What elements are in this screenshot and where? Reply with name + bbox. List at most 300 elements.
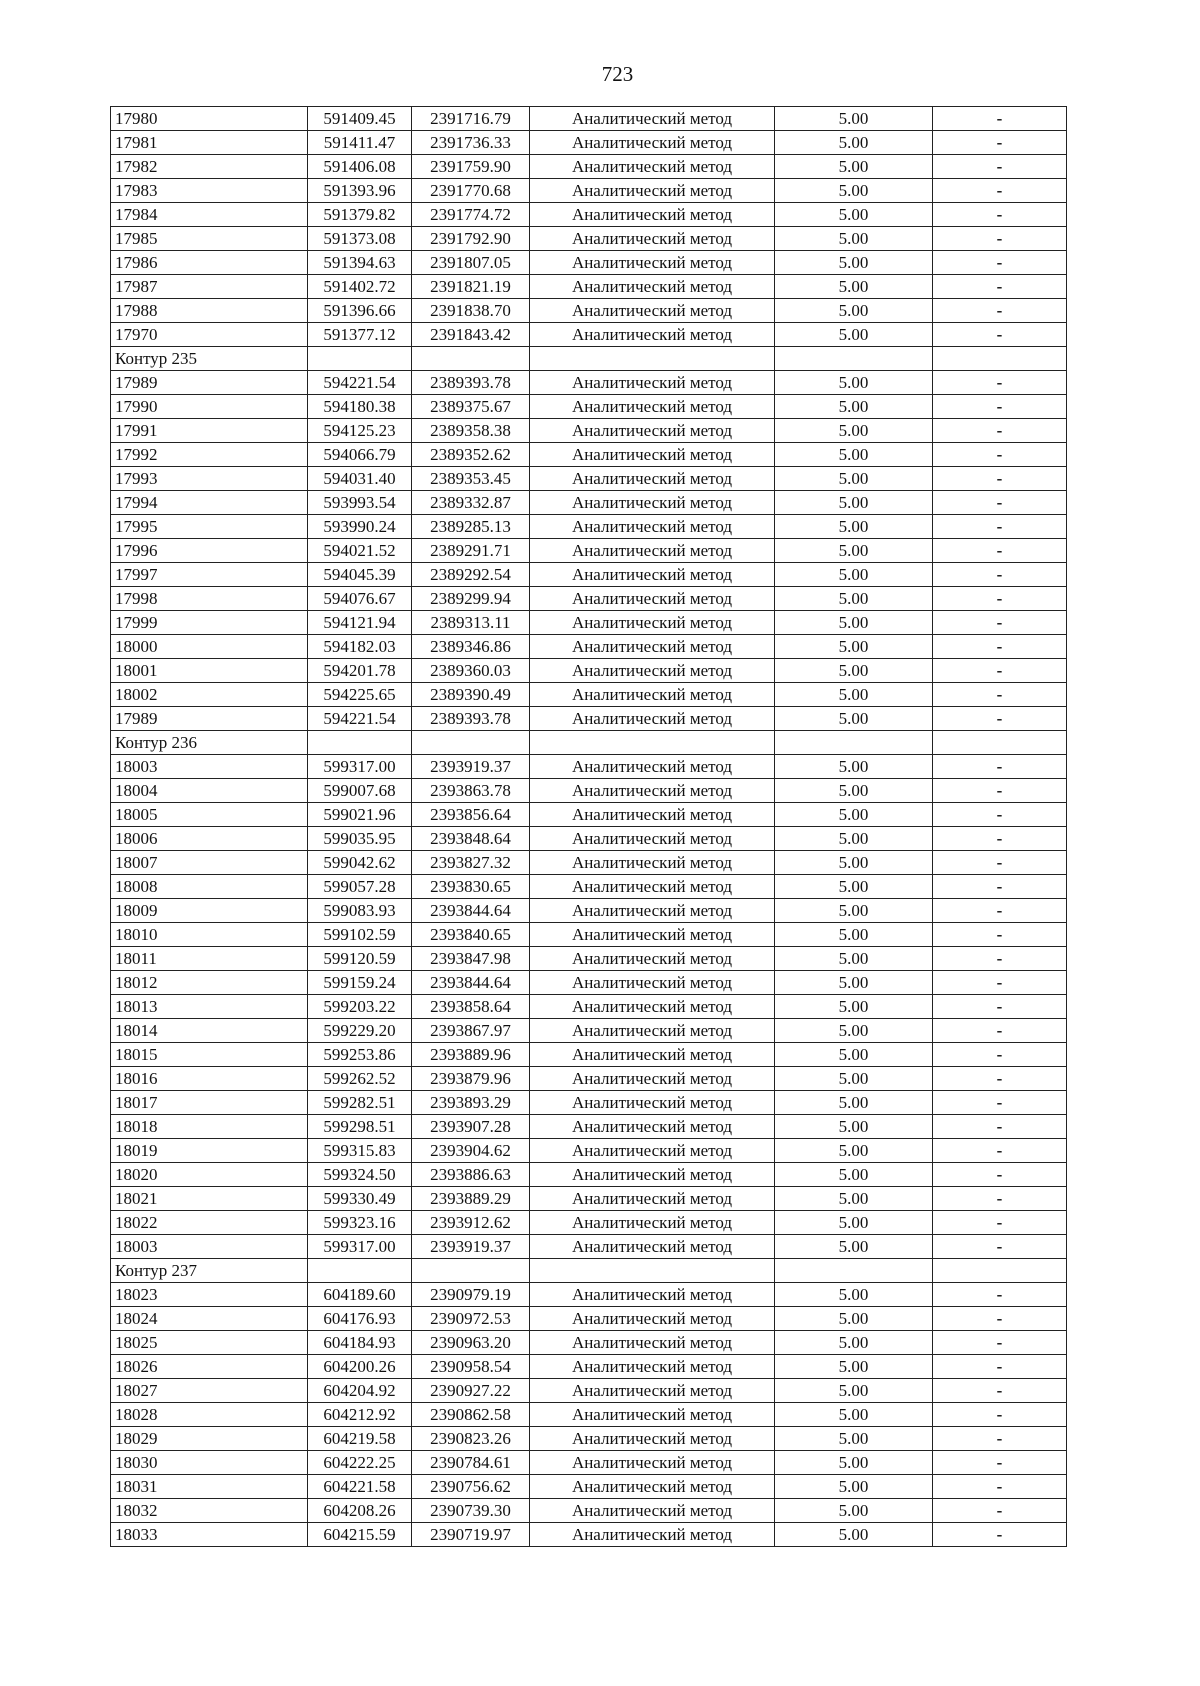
table-row (111, 1331, 1067, 1355)
method-cell: Аналитический метод (530, 827, 775, 851)
coord-x: 591396.66 (308, 299, 412, 323)
method-cell: Аналитический метод (530, 587, 775, 611)
coord-x: 591409.45 (308, 107, 412, 131)
table-row (111, 827, 1067, 851)
point-id: 17995 (111, 515, 308, 539)
accuracy-cell: 5.00 (775, 299, 933, 323)
method-cell: Аналитический метод (530, 491, 775, 515)
table-row (111, 203, 1067, 227)
coord-y: 2391843.42 (412, 323, 530, 347)
coord-y: 2393907.28 (412, 1115, 530, 1139)
coord-x: 594121.94 (308, 611, 412, 635)
coord-x: 599315.83 (308, 1139, 412, 1163)
point-id: 18005 (111, 803, 308, 827)
method-cell: Аналитический метод (530, 1355, 775, 1379)
coord-x: 591377.12 (308, 323, 412, 347)
method-cell: Аналитический метод (530, 1427, 775, 1451)
dash-cell: - (933, 251, 1067, 275)
table-row (111, 107, 1067, 131)
dash-cell: - (933, 707, 1067, 731)
accuracy-cell: 5.00 (775, 851, 933, 875)
point-id: 17998 (111, 587, 308, 611)
point-id: 18020 (111, 1163, 308, 1187)
method-cell: Аналитический метод (530, 1379, 775, 1403)
contour-label: Контур 237 (111, 1259, 308, 1283)
coord-y: 2389390.49 (412, 683, 530, 707)
method-cell: Аналитический метод (530, 1091, 775, 1115)
point-id: 18003 (111, 755, 308, 779)
coord-y: 2393863.78 (412, 779, 530, 803)
method-cell: Аналитический метод (530, 515, 775, 539)
coord-x: 594076.67 (308, 587, 412, 611)
method-cell: Аналитический метод (530, 299, 775, 323)
table-row (111, 131, 1067, 155)
point-id: 17987 (111, 275, 308, 299)
dash-cell: - (933, 1163, 1067, 1187)
table-row (111, 515, 1067, 539)
method-cell: Аналитический метод (530, 467, 775, 491)
table-row (111, 659, 1067, 683)
empty-cell (412, 731, 530, 755)
coord-y: 2389358.38 (412, 419, 530, 443)
accuracy-cell: 5.00 (775, 947, 933, 971)
table-row (111, 443, 1067, 467)
method-cell: Аналитический метод (530, 227, 775, 251)
accuracy-cell: 5.00 (775, 1067, 933, 1091)
point-id: 18024 (111, 1307, 308, 1331)
dash-cell: - (933, 491, 1067, 515)
accuracy-cell: 5.00 (775, 419, 933, 443)
coord-y: 2391736.33 (412, 131, 530, 155)
dash-cell: - (933, 563, 1067, 587)
coord-y: 2389292.54 (412, 563, 530, 587)
coord-x: 604208.26 (308, 1499, 412, 1523)
method-cell: Аналитический метод (530, 1163, 775, 1187)
point-id: 17994 (111, 491, 308, 515)
point-id: 18019 (111, 1139, 308, 1163)
table-row (111, 251, 1067, 275)
method-cell: Аналитический метод (530, 995, 775, 1019)
accuracy-cell: 5.00 (775, 131, 933, 155)
point-id: 18028 (111, 1403, 308, 1427)
coord-x: 604219.58 (308, 1427, 412, 1451)
coord-y: 2393904.62 (412, 1139, 530, 1163)
coord-y: 2389353.45 (412, 467, 530, 491)
coord-x: 599298.51 (308, 1115, 412, 1139)
point-id: 18027 (111, 1379, 308, 1403)
dash-cell: - (933, 1139, 1067, 1163)
method-cell: Аналитический метод (530, 899, 775, 923)
accuracy-cell: 5.00 (775, 155, 933, 179)
accuracy-cell: 5.00 (775, 1283, 933, 1307)
coord-y: 2390972.53 (412, 1307, 530, 1331)
dash-cell: - (933, 779, 1067, 803)
coord-y: 2391759.90 (412, 155, 530, 179)
coord-y: 2393889.96 (412, 1043, 530, 1067)
dash-cell: - (933, 683, 1067, 707)
empty-cell (933, 347, 1067, 371)
dash-cell: - (933, 1331, 1067, 1355)
dash-cell: - (933, 947, 1067, 971)
coord-x: 594201.78 (308, 659, 412, 683)
method-cell: Аналитический метод (530, 323, 775, 347)
method-cell: Аналитический метод (530, 1019, 775, 1043)
coord-y: 2389291.71 (412, 539, 530, 563)
accuracy-cell: 5.00 (775, 1163, 933, 1187)
method-cell: Аналитический метод (530, 1187, 775, 1211)
point-id: 18031 (111, 1475, 308, 1499)
table-row (111, 1355, 1067, 1379)
accuracy-cell: 5.00 (775, 1139, 933, 1163)
accuracy-cell: 5.00 (775, 875, 933, 899)
method-cell: Аналитический метод (530, 1499, 775, 1523)
table-row (111, 395, 1067, 419)
point-id: 18023 (111, 1283, 308, 1307)
accuracy-cell: 5.00 (775, 1403, 933, 1427)
empty-cell (530, 1259, 775, 1283)
method-cell: Аналитический метод (530, 611, 775, 635)
point-id: 18006 (111, 827, 308, 851)
table-row (111, 611, 1067, 635)
accuracy-cell: 5.00 (775, 515, 933, 539)
table-row (111, 1067, 1067, 1091)
dash-cell: - (933, 179, 1067, 203)
table-row (111, 587, 1067, 611)
coord-x: 599007.68 (308, 779, 412, 803)
coord-x: 604222.25 (308, 1451, 412, 1475)
coord-x: 604221.58 (308, 1475, 412, 1499)
accuracy-cell: 5.00 (775, 1331, 933, 1355)
point-id: 17997 (111, 563, 308, 587)
coordinates-table-body (111, 107, 1067, 1547)
coord-x: 599035.95 (308, 827, 412, 851)
dash-cell: - (933, 1451, 1067, 1475)
dash-cell: - (933, 1427, 1067, 1451)
coord-y: 2389393.78 (412, 707, 530, 731)
dash-cell: - (933, 1019, 1067, 1043)
coord-y: 2393847.98 (412, 947, 530, 971)
coord-x: 594031.40 (308, 467, 412, 491)
coord-x: 591402.72 (308, 275, 412, 299)
accuracy-cell: 5.00 (775, 827, 933, 851)
coord-y: 2393879.96 (412, 1067, 530, 1091)
point-id: 18015 (111, 1043, 308, 1067)
table-row (111, 1475, 1067, 1499)
table-row (111, 275, 1067, 299)
coord-y: 2393856.64 (412, 803, 530, 827)
coord-y: 2393893.29 (412, 1091, 530, 1115)
coord-y: 2389332.87 (412, 491, 530, 515)
point-id: 18000 (111, 635, 308, 659)
accuracy-cell: 5.00 (775, 1307, 933, 1331)
accuracy-cell: 5.00 (775, 683, 933, 707)
coord-x: 594225.65 (308, 683, 412, 707)
point-id: 18026 (111, 1355, 308, 1379)
coord-y: 2393844.64 (412, 971, 530, 995)
point-id: 17989 (111, 371, 308, 395)
point-id: 17993 (111, 467, 308, 491)
method-cell: Аналитический метод (530, 851, 775, 875)
table-row (111, 1163, 1067, 1187)
point-id: 17983 (111, 179, 308, 203)
method-cell: Аналитический метод (530, 1475, 775, 1499)
point-id: 18002 (111, 683, 308, 707)
contour-header-row (111, 731, 1067, 755)
coord-y: 2393844.64 (412, 899, 530, 923)
method-cell: Аналитический метод (530, 1043, 775, 1067)
method-cell: Аналитический метод (530, 755, 775, 779)
table-row (111, 707, 1067, 731)
coord-x: 594021.52 (308, 539, 412, 563)
table-row (111, 1019, 1067, 1043)
point-id: 17999 (111, 611, 308, 635)
coord-x: 599120.59 (308, 947, 412, 971)
coord-y: 2389285.13 (412, 515, 530, 539)
coord-y: 2393830.65 (412, 875, 530, 899)
point-id: 17986 (111, 251, 308, 275)
point-id: 17990 (111, 395, 308, 419)
dash-cell: - (933, 971, 1067, 995)
coord-x: 599324.50 (308, 1163, 412, 1187)
coord-x: 599102.59 (308, 923, 412, 947)
dash-cell: - (933, 587, 1067, 611)
method-cell: Аналитический метод (530, 539, 775, 563)
point-id: 18004 (111, 779, 308, 803)
dash-cell: - (933, 1403, 1067, 1427)
accuracy-cell: 5.00 (775, 395, 933, 419)
dash-cell: - (933, 323, 1067, 347)
empty-cell (530, 731, 775, 755)
coord-x: 591411.47 (308, 131, 412, 155)
coord-x: 604189.60 (308, 1283, 412, 1307)
dash-cell: - (933, 131, 1067, 155)
empty-cell (412, 1259, 530, 1283)
contour-label: Контур 236 (111, 731, 308, 755)
accuracy-cell: 5.00 (775, 1355, 933, 1379)
point-id: 17982 (111, 155, 308, 179)
coord-x: 599057.28 (308, 875, 412, 899)
dash-cell: - (933, 299, 1067, 323)
method-cell: Аналитический метод (530, 971, 775, 995)
dash-cell: - (933, 1475, 1067, 1499)
accuracy-cell: 5.00 (775, 491, 933, 515)
table-row (111, 1379, 1067, 1403)
coord-y: 2390823.26 (412, 1427, 530, 1451)
point-id: 17970 (111, 323, 308, 347)
accuracy-cell: 5.00 (775, 1235, 933, 1259)
accuracy-cell: 5.00 (775, 1187, 933, 1211)
point-id: 18003 (111, 1235, 308, 1259)
accuracy-cell: 5.00 (775, 707, 933, 731)
point-id: 18014 (111, 1019, 308, 1043)
table-row (111, 1307, 1067, 1331)
point-id: 18022 (111, 1211, 308, 1235)
table-row (111, 683, 1067, 707)
table-row (111, 1403, 1067, 1427)
coord-x: 594045.39 (308, 563, 412, 587)
coord-y: 2390719.97 (412, 1523, 530, 1547)
dash-cell: - (933, 1211, 1067, 1235)
empty-cell (530, 347, 775, 371)
dash-cell: - (933, 1307, 1067, 1331)
coord-x: 591379.82 (308, 203, 412, 227)
empty-cell (775, 347, 933, 371)
dash-cell: - (933, 755, 1067, 779)
method-cell: Аналитический метод (530, 1211, 775, 1235)
table-row (111, 1235, 1067, 1259)
empty-cell (933, 1259, 1067, 1283)
empty-cell (775, 1259, 933, 1283)
method-cell: Аналитический метод (530, 1139, 775, 1163)
accuracy-cell: 5.00 (775, 1115, 933, 1139)
accuracy-cell: 5.00 (775, 971, 933, 995)
table-row (111, 1115, 1067, 1139)
method-cell: Аналитический метод (530, 275, 775, 299)
table-row (111, 971, 1067, 995)
accuracy-cell: 5.00 (775, 107, 933, 131)
coord-x: 604215.59 (308, 1523, 412, 1547)
method-cell: Аналитический метод (530, 1523, 775, 1547)
coord-y: 2390756.62 (412, 1475, 530, 1499)
coord-x: 599083.93 (308, 899, 412, 923)
coordinates-table (110, 106, 1067, 1547)
coord-y: 2390963.20 (412, 1331, 530, 1355)
coord-y: 2389375.67 (412, 395, 530, 419)
accuracy-cell: 5.00 (775, 1451, 933, 1475)
point-id: 17984 (111, 203, 308, 227)
dash-cell: - (933, 1523, 1067, 1547)
coord-y: 2393848.64 (412, 827, 530, 851)
method-cell: Аналитический метод (530, 1283, 775, 1307)
coord-y: 2391716.79 (412, 107, 530, 131)
table-row (111, 947, 1067, 971)
point-id: 18029 (111, 1427, 308, 1451)
dash-cell: - (933, 227, 1067, 251)
accuracy-cell: 5.00 (775, 563, 933, 587)
dash-cell: - (933, 1235, 1067, 1259)
table-row (111, 923, 1067, 947)
table-row (111, 635, 1067, 659)
point-id: 17996 (111, 539, 308, 563)
coord-y: 2390862.58 (412, 1403, 530, 1427)
coord-y: 2393919.37 (412, 1235, 530, 1259)
dash-cell: - (933, 995, 1067, 1019)
contour-header-row (111, 1259, 1067, 1283)
method-cell: Аналитический метод (530, 923, 775, 947)
dash-cell: - (933, 827, 1067, 851)
table-row (111, 1139, 1067, 1163)
method-cell: Аналитический метод (530, 1235, 775, 1259)
coord-x: 591373.08 (308, 227, 412, 251)
coord-x: 594221.54 (308, 707, 412, 731)
coord-y: 2390927.22 (412, 1379, 530, 1403)
accuracy-cell: 5.00 (775, 995, 933, 1019)
dash-cell: - (933, 659, 1067, 683)
coord-y: 2391792.90 (412, 227, 530, 251)
coord-y: 2393827.32 (412, 851, 530, 875)
dash-cell: - (933, 395, 1067, 419)
coord-x: 599317.00 (308, 1235, 412, 1259)
accuracy-cell: 5.00 (775, 443, 933, 467)
point-id: 17981 (111, 131, 308, 155)
accuracy-cell: 5.00 (775, 179, 933, 203)
coord-y: 2389352.62 (412, 443, 530, 467)
point-id: 18013 (111, 995, 308, 1019)
coord-y: 2393840.65 (412, 923, 530, 947)
table-row (111, 155, 1067, 179)
table-row (111, 1091, 1067, 1115)
method-cell: Аналитический метод (530, 947, 775, 971)
dash-cell: - (933, 1067, 1067, 1091)
method-cell: Аналитический метод (530, 107, 775, 131)
table-row (111, 539, 1067, 563)
method-cell: Аналитический метод (530, 1307, 775, 1331)
dash-cell: - (933, 275, 1067, 299)
dash-cell: - (933, 1043, 1067, 1067)
coord-y: 2393858.64 (412, 995, 530, 1019)
coord-x: 594221.54 (308, 371, 412, 395)
point-id: 18025 (111, 1331, 308, 1355)
method-cell: Аналитический метод (530, 779, 775, 803)
coord-y: 2393886.63 (412, 1163, 530, 1187)
accuracy-cell: 5.00 (775, 1523, 933, 1547)
coord-x: 599203.22 (308, 995, 412, 1019)
coord-y: 2391821.19 (412, 275, 530, 299)
coord-y: 2391774.72 (412, 203, 530, 227)
table-row (111, 419, 1067, 443)
accuracy-cell: 5.00 (775, 275, 933, 299)
accuracy-cell: 5.00 (775, 1091, 933, 1115)
dash-cell: - (933, 1355, 1067, 1379)
accuracy-cell: 5.00 (775, 323, 933, 347)
table-row (111, 371, 1067, 395)
coord-x: 599159.24 (308, 971, 412, 995)
method-cell: Аналитический метод (530, 635, 775, 659)
accuracy-cell: 5.00 (775, 1427, 933, 1451)
coord-x: 599323.16 (308, 1211, 412, 1235)
contour-header-row (111, 347, 1067, 371)
point-id: 17988 (111, 299, 308, 323)
coord-y: 2389299.94 (412, 587, 530, 611)
method-cell: Аналитический метод (530, 1451, 775, 1475)
table-row (111, 1187, 1067, 1211)
point-id: 18032 (111, 1499, 308, 1523)
method-cell: Аналитический метод (530, 419, 775, 443)
table-row (111, 1451, 1067, 1475)
accuracy-cell: 5.00 (775, 203, 933, 227)
empty-cell (775, 731, 933, 755)
accuracy-cell: 5.00 (775, 251, 933, 275)
table-row (111, 491, 1067, 515)
accuracy-cell: 5.00 (775, 1211, 933, 1235)
dash-cell: - (933, 875, 1067, 899)
point-id: 17991 (111, 419, 308, 443)
coord-x: 599262.52 (308, 1067, 412, 1091)
dash-cell: - (933, 1091, 1067, 1115)
table-row (111, 1523, 1067, 1547)
accuracy-cell: 5.00 (775, 755, 933, 779)
point-id: 18008 (111, 875, 308, 899)
table-row (111, 875, 1067, 899)
method-cell: Аналитический метод (530, 875, 775, 899)
method-cell: Аналитический метод (530, 1331, 775, 1355)
table-row (111, 779, 1067, 803)
point-id: 18021 (111, 1187, 308, 1211)
point-id: 18030 (111, 1451, 308, 1475)
coord-y: 2391838.70 (412, 299, 530, 323)
empty-cell (933, 731, 1067, 755)
accuracy-cell: 5.00 (775, 659, 933, 683)
